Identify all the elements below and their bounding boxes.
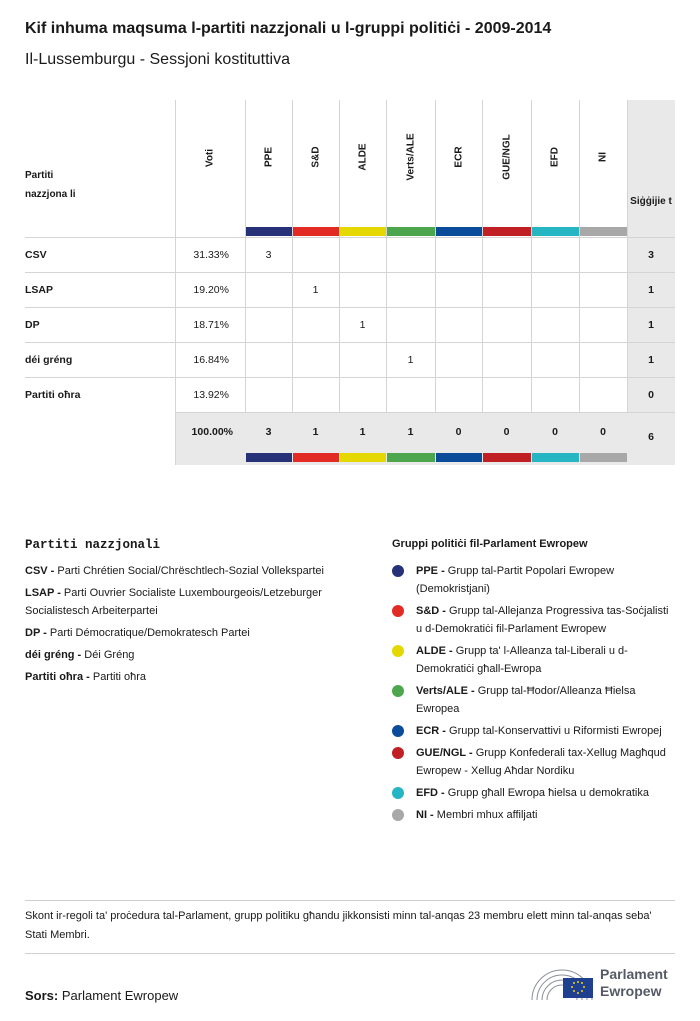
group-header-sd: S&D [310,146,321,168]
logo-line-1: Parlament [600,966,668,982]
national-parties-legend-heading: Partiti nazzjonali [25,538,161,552]
group-color-bar [340,227,386,236]
row-divider [25,307,675,308]
group-color-bar [246,453,292,462]
column-divider [386,100,387,412]
total-seats: 1 [648,353,654,366]
party-votes: 31.33% [193,248,229,261]
group-full-name: Grupp tal-Ħodor/Alleanza Ħielsa Ewropea [416,685,636,715]
party-votes: 19.20% [193,283,229,296]
column-divider [627,100,628,412]
group-header-alde: ALDE [357,143,368,171]
group-abbr: GUE/NGL - [416,747,473,759]
party-name: Partiti oħra [25,388,81,401]
row-divider [25,272,675,273]
group-full-name: Grupp tal-Allejanza Progressiva tas-Soċjalisti u d-Demokratiċi fil-Parlament Ewropew [416,605,669,635]
group-abbr: PPE - [416,565,445,577]
group-total: 1 [407,426,414,438]
group-full-name: Grupp għall Ewropa ħielsa u demokratika [444,787,649,799]
party-full-name: Parti Démocratique/Demokratesch Partei [46,627,250,639]
group-total: 0 [600,426,606,438]
total-seats: 0 [648,388,654,401]
party-name: DP [25,318,40,331]
party-legend-item [25,584,375,620]
column-divider [579,100,580,412]
group-color-bar [580,227,627,236]
group-color-dot-icon [392,747,404,759]
group-color-bar [436,453,482,462]
political-groups-legend-heading: Gruppi politiċi fil-Parlament Ewropew [392,538,588,550]
group-total: 1 [312,426,319,438]
group-legend-item [392,562,677,598]
party-legend-item [25,646,375,664]
group-full-name: Membri mhux affiljati [433,809,538,821]
seat-distribution-table [25,100,675,465]
group-header-ecr: ECR [453,146,464,168]
group-color-dot-icon [392,809,404,821]
group-color-bar [387,227,435,236]
group-total: 0 [455,426,462,438]
column-divider [175,100,176,465]
party-votes: 13.92% [193,388,229,401]
party-full-name: Partiti oħra [89,671,147,683]
total-seats: 1 [648,318,654,331]
source-value: Parlament Ewropew [61,988,179,1003]
column-divider [339,100,340,412]
seat-count: 3 [265,248,272,261]
group-color-dot-icon [392,645,404,657]
party-full-name: Parti Ouvrier Socialiste Luxembourgeois/Letzeburger Socialistesch Arbeiterpartei [25,587,322,617]
group-full-name: Grupp tal-Konservattivi u Riformisti Ewropej [445,725,662,737]
party-name: LSAP [25,283,54,296]
group-header-guengl: GUE/NGL [501,134,512,180]
group-color-dot-icon [392,787,404,799]
footnote: Skont ir-regoli ta' proċedura tal-Parlament, grupp politiku għandu jikkonsisti minn tal-anqas 23 membru elett minn tal-anqas seba' Stati Membri. [25,910,652,941]
national-parties-legend [25,562,375,690]
row-divider [175,412,675,413]
group-legend-item [392,784,677,802]
row-divider [25,342,675,343]
column-divider [531,100,532,412]
row-divider [25,377,675,378]
seat-count: 1 [407,353,414,366]
column-divider [482,100,483,412]
party-abbr: CSV - [25,565,55,577]
party-full-name: Parti Chrétien Social/Chrëschtlech-Sozial Vollekspartei [54,565,324,577]
total-seats: 3 [648,248,654,261]
group-full-name: Grupp tal-Partit Popolari Ewropew (Demokristjani) [416,565,615,595]
group-header-vertsale: Verts/ALE [405,133,416,181]
group-color-bar [387,453,435,462]
source-label: Sors: [25,988,59,1003]
group-total: 1 [359,426,366,438]
group-total: 0 [503,426,510,438]
group-full-name: Grupp Konfederali tax-Xellug Magħqud Ewropew - Xellug Aħdar Nordiku [416,747,666,777]
group-abbr: NI - [416,809,434,821]
group-abbr: S&D - [416,605,446,617]
group-color-bar [532,453,579,462]
party-abbr: Partiti oħra - [25,671,90,683]
party-full-name: Déi Gréng [81,649,135,661]
party-abbr: déi gréng - [25,649,82,661]
logo-line-2: Ewropew [600,983,662,999]
group-color-bar [483,227,531,236]
group-total: 0 [552,426,558,438]
group-color-dot-icon [392,605,404,617]
party-votes: 18.71% [193,318,229,331]
group-legend-item [392,806,677,824]
group-legend-item [392,682,677,718]
party-legend-item [25,624,375,642]
column-divider [245,100,246,412]
column-divider [435,100,436,412]
row-divider [25,237,675,238]
group-color-bar [436,227,482,236]
group-color-bar [580,453,627,462]
group-legend-item [392,602,677,638]
total-seats: 1 [648,283,654,296]
group-color-dot-icon [392,725,404,737]
group-abbr: ALDE - [416,645,453,657]
party-legend-item [25,668,375,686]
group-legend-item [392,722,677,740]
grand-total-seats: 6 [648,431,654,443]
group-color-dot-icon [392,565,404,577]
party-abbr: DP - [25,627,47,639]
group-color-bar [483,453,531,462]
seat-count: 1 [312,283,319,296]
group-abbr: EFD - [416,787,445,799]
group-header-ppe: PPE [263,146,274,168]
party-legend-item [25,562,375,580]
source-line [25,988,178,1003]
column-divider [292,100,293,412]
group-abbr: Verts/ALE - [416,685,475,697]
political-groups-legend [392,562,677,828]
party-name: déi gréng [25,353,73,366]
group-color-bar [293,453,339,462]
group-legend-item [392,744,677,780]
group-abbr: ECR - [416,725,446,737]
party-abbr: LSAP - [25,587,61,599]
group-color-bar [340,453,386,462]
logo-wordmark [600,966,668,1000]
party-name: CSV [25,248,47,261]
group-color-dot-icon [392,685,404,697]
votes-column-header: Voti [204,148,216,168]
group-header-efd: EFD [549,147,561,167]
group-total: 3 [265,426,272,438]
seats-column-header: Siġġijie t [630,196,672,207]
group-full-name: Grupp ta' l-Alleanza tal-Liberali u d-Demokratiċi għall-Ewropa [416,645,628,675]
page-title: Kif inhuma maqsuma l-partiti nazzjonali u l-gruppi politiċi - 2009-2014 [25,20,552,37]
group-color-bar [293,227,339,236]
party-column-header: Partiti nazzjona li [25,170,76,200]
seat-count: 1 [359,318,366,331]
total-votes: 100.00% [191,426,233,438]
group-color-bar [532,227,579,236]
divider [25,953,675,954]
party-votes: 16.84% [193,353,229,366]
group-header-ni: NI [597,152,609,162]
page-subtitle: Il-Lussemburgu - Sessjoni kostituttiva [25,51,290,68]
group-color-bar [246,227,292,236]
group-legend-item [392,642,677,678]
divider [25,900,675,901]
